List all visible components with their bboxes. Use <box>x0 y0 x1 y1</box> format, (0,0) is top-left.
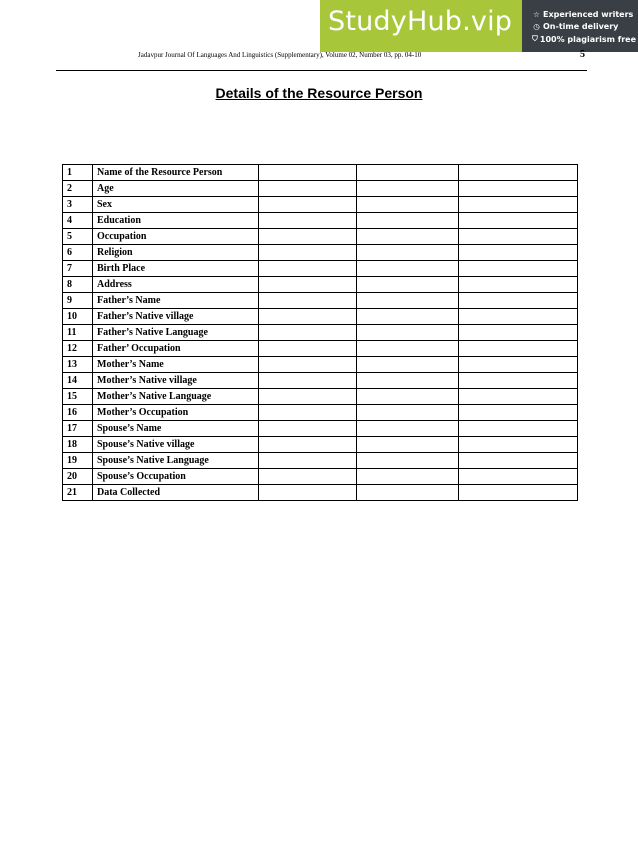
empty-cell <box>259 245 357 261</box>
table-row <box>63 245 578 261</box>
table-row <box>63 309 578 325</box>
row-label: Mother’s Occupation <box>93 405 259 421</box>
feature-label: 100% plagiarism free <box>539 34 636 44</box>
empty-cell <box>259 373 357 389</box>
empty-cell <box>459 469 578 485</box>
table-row <box>63 485 578 501</box>
table-row <box>63 469 578 485</box>
row-number: 2 <box>63 181 93 197</box>
empty-cell <box>459 261 578 277</box>
empty-cell <box>259 357 357 373</box>
resource-person-table <box>62 164 578 501</box>
feature-item <box>532 21 636 34</box>
header-rule <box>56 70 587 71</box>
row-label: Religion <box>93 245 259 261</box>
row-label: Father’s Native Language <box>93 325 259 341</box>
empty-cell <box>259 309 357 325</box>
row-number: 5 <box>63 229 93 245</box>
page-number: 5 <box>580 49 585 60</box>
row-label: Father’s Native village <box>93 309 259 325</box>
table-row <box>63 437 578 453</box>
row-number: 9 <box>63 293 93 309</box>
empty-cell <box>459 405 578 421</box>
empty-cell <box>459 197 578 213</box>
page-title: Details of the Resource Person <box>215 85 423 101</box>
empty-cell <box>459 389 578 405</box>
empty-cell <box>259 261 357 277</box>
empty-cell <box>357 309 459 325</box>
journal-header: Jadavpur Journal Of Languages And Linguistics (Supplementary), Volume 02, Number 03, pp. 04-10 <box>138 51 422 59</box>
row-label: Spouse’s Native Language <box>93 453 259 469</box>
star-icon: ☆ <box>533 9 540 19</box>
empty-cell <box>259 485 357 501</box>
empty-cell <box>357 341 459 357</box>
empty-cell <box>357 165 459 181</box>
empty-cell <box>459 421 578 437</box>
row-label: Spouse’s Native village <box>93 437 259 453</box>
table-row <box>63 405 578 421</box>
empty-cell <box>357 245 459 261</box>
row-label: Spouse’s Name <box>93 421 259 437</box>
empty-cell <box>259 341 357 357</box>
row-number: 7 <box>63 261 93 277</box>
empty-cell <box>357 453 459 469</box>
empty-cell <box>357 485 459 501</box>
row-number: 4 <box>63 213 93 229</box>
empty-cell <box>459 373 578 389</box>
row-number: 14 <box>63 373 93 389</box>
table-row <box>63 213 578 229</box>
row-label: Sex <box>93 197 259 213</box>
empty-cell <box>459 277 578 293</box>
empty-cell <box>459 437 578 453</box>
banner-features <box>532 8 636 46</box>
empty-cell <box>259 421 357 437</box>
row-label: Mother’s Native village <box>93 373 259 389</box>
row-number: 12 <box>63 341 93 357</box>
empty-cell <box>259 469 357 485</box>
empty-cell <box>357 325 459 341</box>
empty-cell <box>459 453 578 469</box>
row-label: Father’ Occupation <box>93 341 259 357</box>
table-body <box>63 165 578 501</box>
empty-cell <box>357 229 459 245</box>
empty-cell <box>357 373 459 389</box>
row-label: Occupation <box>93 229 259 245</box>
empty-cell <box>459 165 578 181</box>
empty-cell <box>259 293 357 309</box>
row-label: Birth Place <box>93 261 259 277</box>
row-number: 15 <box>63 389 93 405</box>
row-number: 3 <box>63 197 93 213</box>
feature-label: Experienced writers <box>543 9 634 19</box>
row-number: 16 <box>63 405 93 421</box>
table-row <box>63 453 578 469</box>
row-number: 6 <box>63 245 93 261</box>
empty-cell <box>459 485 578 501</box>
empty-cell <box>357 197 459 213</box>
row-number: 13 <box>63 357 93 373</box>
empty-cell <box>357 181 459 197</box>
empty-cell <box>357 469 459 485</box>
row-number: 1 <box>63 165 93 181</box>
empty-cell <box>357 213 459 229</box>
empty-cell <box>459 245 578 261</box>
studyhub-banner[interactable] <box>320 0 638 52</box>
empty-cell <box>259 453 357 469</box>
row-label: Data Collected <box>93 485 259 501</box>
row-number: 18 <box>63 437 93 453</box>
empty-cell <box>259 277 357 293</box>
empty-cell <box>459 325 578 341</box>
empty-cell <box>357 405 459 421</box>
empty-cell <box>459 229 578 245</box>
table-row <box>63 341 578 357</box>
empty-cell <box>459 341 578 357</box>
row-number: 21 <box>63 485 93 501</box>
empty-cell <box>259 405 357 421</box>
feature-item <box>532 8 636 21</box>
empty-cell <box>459 181 578 197</box>
shield-icon: ⛉ <box>532 34 538 44</box>
empty-cell <box>357 293 459 309</box>
table-row <box>63 357 578 373</box>
table-row <box>63 261 578 277</box>
empty-cell <box>357 437 459 453</box>
table-row <box>63 197 578 213</box>
table-row <box>63 325 578 341</box>
row-label: Education <box>93 213 259 229</box>
empty-cell <box>459 293 578 309</box>
empty-cell <box>259 181 357 197</box>
empty-cell <box>357 261 459 277</box>
empty-cell <box>259 229 357 245</box>
table-row <box>63 293 578 309</box>
empty-cell <box>259 389 357 405</box>
row-label: Father’s Name <box>93 293 259 309</box>
empty-cell <box>259 325 357 341</box>
table-row <box>63 277 578 293</box>
table-row <box>63 421 578 437</box>
table-row <box>63 373 578 389</box>
row-label: Mother’s Name <box>93 357 259 373</box>
row-number: 17 <box>63 421 93 437</box>
empty-cell <box>259 437 357 453</box>
table-row <box>63 181 578 197</box>
brand-logo-text: StudyHub.vip <box>328 6 513 37</box>
empty-cell <box>357 389 459 405</box>
empty-cell <box>459 357 578 373</box>
feature-item <box>532 33 636 46</box>
table-row <box>63 165 578 181</box>
empty-cell <box>259 165 357 181</box>
banner-brand-area <box>320 0 522 52</box>
clock-icon: ◷ <box>533 22 540 32</box>
row-label: Name of the Resource Person <box>93 165 259 181</box>
empty-cell <box>459 213 578 229</box>
row-label: Mother’s Native Language <box>93 389 259 405</box>
table-row <box>63 389 578 405</box>
feature-label: On-time delivery <box>543 22 619 32</box>
row-number: 11 <box>63 325 93 341</box>
empty-cell <box>459 309 578 325</box>
table-row <box>63 229 578 245</box>
empty-cell <box>357 277 459 293</box>
empty-cell <box>357 421 459 437</box>
row-number: 8 <box>63 277 93 293</box>
row-label: Spouse’s Occupation <box>93 469 259 485</box>
empty-cell <box>259 197 357 213</box>
row-number: 10 <box>63 309 93 325</box>
empty-cell <box>357 357 459 373</box>
row-number: 19 <box>63 453 93 469</box>
row-label: Age <box>93 181 259 197</box>
row-number: 20 <box>63 469 93 485</box>
row-label: Address <box>93 277 259 293</box>
empty-cell <box>259 213 357 229</box>
